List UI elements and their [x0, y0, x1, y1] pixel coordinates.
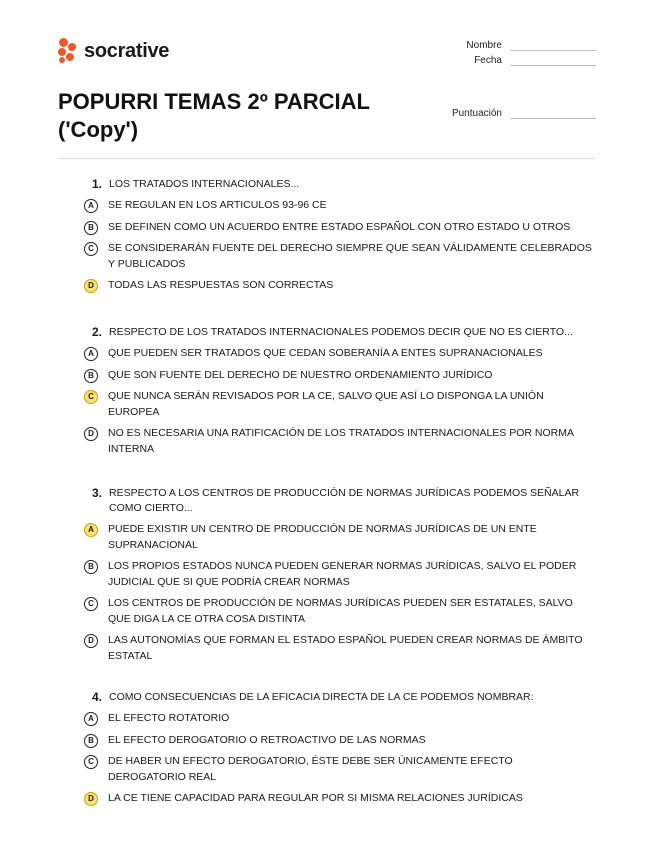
answer-text: QUE NUNCA SERÁN REVISADOS POR LA CE, SALVO QUE ASÍ LO DISPONGA LA UNIÓN EUROPEA [108, 390, 544, 418]
question-text: RESPECTO DE LOS TRATADOS INTERNACIONALES PODEMOS DECIR QUE NO ES CIERTO... [109, 326, 573, 338]
answer-letter-circle: B [84, 369, 98, 383]
answer-letter-circle: C [84, 390, 98, 404]
answer-option [84, 241, 596, 272]
question-3 [84, 486, 596, 664]
question-1 [84, 177, 596, 294]
answer-text: LAS AUTONOMÍAS QUE FORMAN EL ESTADO ESPAÑOL PUEDEN CREAR NORMAS DE ÁMBITO ESTATAL [108, 634, 583, 662]
answer-option [84, 559, 596, 590]
document-header [0, 0, 654, 160]
score-field [432, 108, 596, 119]
question-number: 1. [91, 177, 102, 191]
socrative-logo-icon [58, 38, 78, 64]
answer-letter-circle: B [84, 560, 98, 574]
answer-option [84, 278, 596, 294]
socrative-logo [58, 38, 169, 64]
answer-letter-circle: B [84, 221, 98, 235]
answer-option [84, 368, 596, 384]
answer-text: QUE PUEDEN SER TRATADOS QUE CEDAN SOBERANÍA A ENTES SUPRANACIONALES [108, 347, 543, 359]
answer-text: LOS CENTROS DE PRODUCCIÓN DE NORMAS JURÍDICAS PUEDEN SER ESTATALES, SALVO QUE DIGA LA CE OTRA COSA DISTINTA [108, 597, 573, 625]
answer-letter-circle: B [84, 734, 98, 748]
answer-letter-circle: A [84, 347, 98, 361]
answer-option [84, 426, 596, 457]
answer-letter-circle: C [84, 755, 98, 769]
answer-option [84, 711, 596, 727]
answer-letter-circle: D [84, 279, 98, 293]
question-text: RESPECTO A LOS CENTROS DE PRODUCCIÓN DE NORMAS JURÍDICAS PODEMOS SEÑALAR COMO CIERTO... [109, 487, 580, 514]
brand-name: socrative [84, 39, 170, 62]
answer-option [84, 754, 596, 785]
answer-letter-circle: D [84, 427, 98, 441]
answer-text: EL EFECTO DEROGATORIO O RETROACTIVO DE LAS NORMAS [108, 733, 426, 746]
question-4 [84, 690, 596, 807]
answer-letter-circle: D [84, 792, 98, 806]
answer-text: NO ES NECESARIA UNA RATIFICACIÓN DE LOS TRATADOS INTERNACIONALES POR NORMA INTERNA [108, 427, 574, 455]
title-line: POPURRI TEMAS 2º PARCIAL [58, 89, 370, 114]
question-header [84, 690, 596, 705]
answer-letter-circle: D [84, 634, 98, 648]
question-2 [84, 325, 596, 457]
answer-letter-circle: A [84, 712, 98, 726]
name-label: Nombre [466, 40, 502, 51]
answer-option [84, 733, 596, 749]
answer-option [84, 791, 596, 807]
answer-text: SE REGULAN EN LOS ARTICULOS 93-96 CE [108, 199, 327, 211]
answer-option [84, 346, 596, 362]
answer-text: LA CE TIENE CAPACIDAD PARA REGULAR POR SI MISMA RELACIONES JURÍDICAS [108, 792, 523, 804]
question-header [84, 177, 596, 192]
page-title [58, 88, 438, 144]
answer-text: QUE SON FUENTE DEL DERECHO DE NUESTRO ORDENAMIENTO JURÍDICO [108, 368, 493, 381]
answer-text: LOS PROPIOS ESTADOS NUNCA PUEDEN GENERAR NORMAS JURÍDICAS, SALVO EL PODER JUDICIAL QUE SI QUE PODRÍA CREAR NORMAS [108, 560, 577, 588]
answer-text: SE CONSIDERARÁN FUENTE DEL DERECHO SIEMPRE QUE SEAN VÁLIDAMENTE CELEBRADOS Y PUBLICADOS [108, 242, 592, 270]
question-header [84, 325, 596, 340]
answer-text: SE DEFINEN COMO UN ACUERDO ENTRE ESTADO ESPAÑOL CON OTRO ESTADO U OTROS [108, 220, 571, 233]
answer-option [84, 633, 596, 664]
name-line [510, 41, 596, 51]
score-label: Puntuación [451, 108, 502, 119]
answer-option [84, 220, 596, 236]
answer-letter-circle: C [84, 597, 98, 611]
answer-option [84, 596, 596, 627]
question-text: COMO CONSECUENCIAS DE LA EFICACIA DIRECTA DE LA CE PODEMOS NOMBRAR: [109, 691, 534, 703]
answer-text: PUEDE EXISTIR UN CENTRO DE PRODUCCIÓN DE NORMAS JURÍDICAS DE UN ENTE SUPRANACIONAL [108, 523, 537, 551]
question-text: LOS TRATADOS INTERNACIONALES... [109, 178, 300, 190]
answer-text: EL EFECTO ROTATORIO [108, 712, 230, 724]
question-number: 3. [91, 486, 102, 500]
answer-option [84, 198, 596, 214]
name-field [442, 40, 596, 51]
date-label: Fecha [474, 55, 502, 66]
answer-option [84, 522, 596, 553]
question-number: 2. [91, 325, 102, 339]
answer-option [84, 389, 596, 420]
answer-letter-circle: C [84, 242, 98, 256]
question-header [84, 486, 596, 516]
answer-text: DE HABER UN EFECTO DEROGATORIO, ÉSTE DEBE SER ÚNICAMENTE EFECTO DEROGATORIO REAL [108, 755, 513, 783]
question-number: 4. [91, 690, 102, 704]
answer-letter-circle: A [84, 523, 98, 537]
score-line [510, 109, 596, 119]
answer-letter-circle: A [84, 199, 98, 213]
date-field [442, 55, 596, 66]
header-divider [58, 158, 596, 159]
title-line: ('Copy') [58, 117, 139, 142]
answer-text: TODAS LAS RESPUESTAS SON CORRECTAS [108, 279, 334, 291]
date-line [510, 56, 596, 66]
